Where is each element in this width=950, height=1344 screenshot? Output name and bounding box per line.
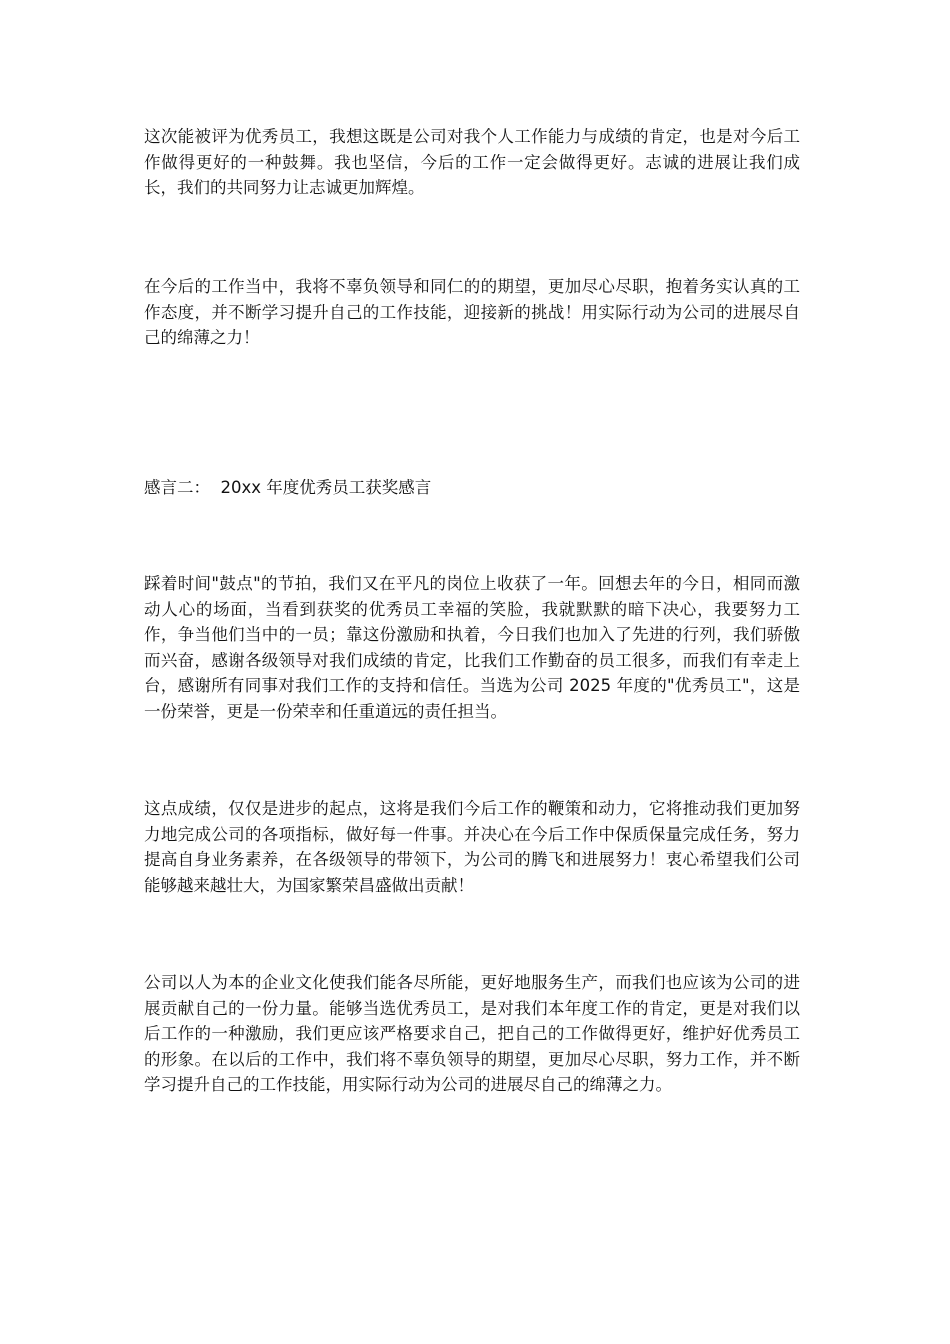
paragraph-4: 这点成绩，仅仅是进步的起点，这将是我们今后工作的鞭策和动力，它将推动我们更加努力地完成公司的各项指标，做好每一件事。并决心在今后工作中保质保量完成任务，努力提高自身业务素养，在各级领导的带领下，为公司的腾飞和进展努力！衷心希望我们公司能够越来越壮大，为国家繁荣昌盛做出贡献！ [144, 799, 800, 895]
paragraph-3: 踩着时间"鼓点"的节拍，我们又在平凡的岗位上收获了一年。回想去年的今日，相同而激动人心的场面，当看到获奖的优秀员工幸福的笑脸，我就默默的暗下决心，我要努力工作，争当他们当中的一员；靠这份激励和执着，今日我们也加入了先进的行列，我们骄傲而兴奋，感谢各级领导对我们成绩的肯定，比我们工作勤奋的员工很多，而我们有幸走上台，感谢所有同事对我们工作的支持和信任。当选为公司 2025 年度的"优秀员工"，这是一份荣誉，更是一份荣幸和任重道远的责任担当。 [144, 574, 800, 721]
paragraph-5: 公司以人为本的企业文化使我们能各尽所能，更好地服务生产，而我们也应该为公司的进展贡献自己的一份力量。能够当选优秀员工，是对我们本年度工作的肯定，更是对我们以后工作的一种激励，我们更应该严格要求自己，把自己的工作做得更好，维护好优秀员工的形象。在以后的工作中，我们将不辜负领导的期望，更加尽心尽职，努力工作，并不断学习提升自己的工作技能，用实际行动为公司的进展尽自己的绵薄之力。 [144, 973, 800, 1094]
section-heading: 感言二： 20xx 年度优秀员工获奖感言 [144, 478, 432, 497]
paragraph-1: 这次能被评为优秀员工，我想这既是公司对我个人工作能力与成绩的肯定，也是对今后工作做得更好的一种鼓舞。我也坚信，今后的工作一定会做得更好。志诚的进展让我们成长，我们的共同努力让志诚更加辉煌。 [144, 127, 800, 197]
paragraph-2: 在今后的工作当中，我将不辜负领导和同仁的的期望，更加尽心尽职，抱着务实认真的工作态度，并不断学习提升自己的工作技能，迎接新的挑战！用实际行动为公司的进展尽自己的绵薄之力！ [144, 277, 800, 347]
